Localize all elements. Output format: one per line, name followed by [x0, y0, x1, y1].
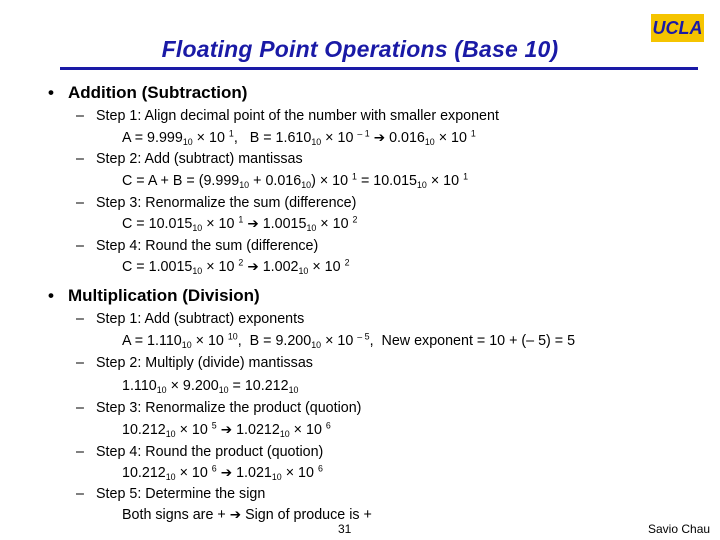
multiplication-step4-detail: $10.212_{10} \times 10$ $^6$ ➔ $1.021_{10} \times 10$ $^6$	[122, 463, 323, 483]
multiplication-step5-detail: Both signs are + ➔ Sign of produce is +	[122, 507, 372, 523]
arrow-icon: ➔	[247, 259, 259, 274]
arrow-icon: ➔	[229, 507, 242, 522]
bullet-icon: •	[48, 83, 54, 102]
dash-icon: –	[76, 108, 84, 124]
dash-icon: –	[76, 355, 84, 371]
dash-icon: –	[76, 151, 84, 167]
addition-step2-label: – Step 2: Add (subtract) mantissas	[76, 151, 303, 167]
addition-heading: • Addition (Subtraction)	[48, 83, 248, 102]
addition-step4-label: – Step 4: Round the sum (difference)	[76, 238, 319, 254]
arrow-icon: ➔	[220, 422, 233, 437]
bullet-icon: •	[48, 286, 54, 305]
addition-step3-detail: $C = 10.015_{10} \times 10$ $^1$ ➔ $1.0015_{10} \times 10$ $^2$	[122, 214, 358, 234]
arrow-icon: ➔	[373, 130, 386, 145]
multiplication-step2-detail: $1.110_{10} \times 9.200_{10} = 10.212_{10}$	[122, 378, 299, 396]
multiplication-step4-label: – Step 4: Round the product (quotion)	[76, 444, 324, 460]
dash-icon: –	[76, 486, 84, 502]
page-number: 31	[338, 522, 352, 536]
ucla-logo: UCLA	[651, 14, 704, 42]
dash-icon: –	[76, 400, 84, 416]
dash-icon: –	[76, 311, 84, 327]
multiplication-step1-label: – Step 1: Add (subtract) exponents	[76, 311, 305, 327]
multiplication-heading: • Multiplication (Division)	[48, 286, 260, 305]
addition-step3-label: – Step 3: Renormalize the sum (difference)	[76, 195, 357, 211]
addition-step1-detail: $A = 9.999_{10} \times 10$ $^1$, $B = 1.610_{10} \times 10$ $^{- 1}$ ➔ $0.016_{10} \times 10$ $^1$	[122, 128, 476, 148]
multiplication-step2-label: – Step 2: Multiply (divide) mantissas	[76, 355, 313, 371]
slide-title: Floating Point Operations (Base 10)	[161, 36, 559, 62]
multiplication-step3-label: – Step 3: Renormalize the product (quotion)	[76, 400, 362, 416]
author-name: Savio Chau	[648, 522, 711, 536]
dash-icon: –	[76, 444, 84, 460]
title-rule	[60, 67, 698, 70]
multiplication-step3-detail: $10.212_{10} \times 10$ $^5$ ➔ $1.0212_{10} \times 10$ $^6$	[122, 420, 331, 440]
multiplication-step1-detail: $A = 1.110_{10} \times 10$ $^{10}$, $B = 9.200_{10} \times 10$ $^{- 5}$, New exponent = 10 + (– 5) = 5	[122, 331, 576, 351]
arrow-icon: ➔	[247, 216, 259, 231]
addition-step2-detail: $C = A + B = (9.999_{10} + 0.016_{10}) \times 10$ $^1 = 10.015_{10} \times 10$ $^1$	[122, 171, 468, 191]
addition-step4-detail: $C = 1.0015_{10} \times 10$ $^2$ ➔ $1.002_{10} \times 10$ $^2$	[122, 257, 350, 277]
dash-icon: –	[76, 238, 84, 254]
arrow-icon: ➔	[220, 465, 233, 480]
addition-step1-label: – Step 1: Align decimal point of the number with smaller exponent	[76, 108, 499, 124]
multiplication-step5-label: – Step 5: Determine the sign	[76, 486, 266, 502]
dash-icon: –	[76, 195, 84, 211]
